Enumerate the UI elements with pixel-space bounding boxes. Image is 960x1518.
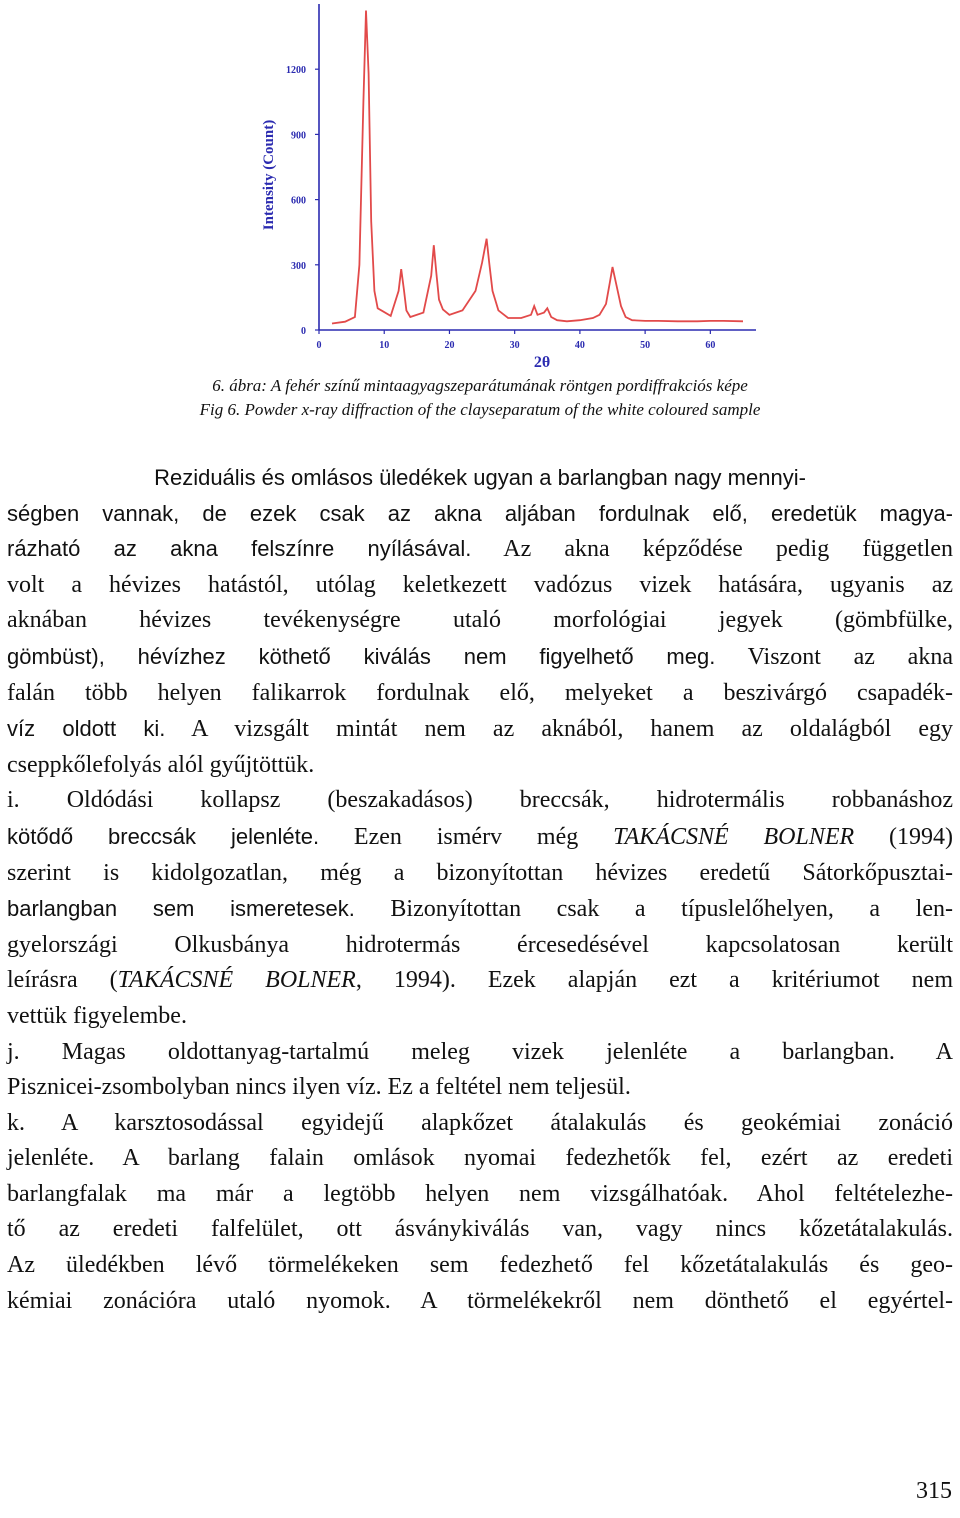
x-tick-label: 0 bbox=[316, 340, 322, 351]
text-line: j. Magas oldottanyag-tartalmú meleg vizek jelenléte a barlangban. A bbox=[7, 1038, 953, 1065]
figure-caption-english: Fig 6. Powder x-ray diffraction of the clayseparatum of the white coloured sample bbox=[199, 400, 761, 419]
text-run: gömbüst), hévízhez köthető kiválás nem figyelhető meg. bbox=[7, 643, 716, 669]
text-line bbox=[7, 711, 953, 748]
text-run: Ezek alapján ezt a kritériumot nem bbox=[455, 967, 953, 994]
x-tick-label: 60 bbox=[705, 340, 716, 351]
text-run: kötődő breccsák jelenléte. bbox=[7, 823, 320, 849]
diffraction-line bbox=[332, 11, 743, 324]
figure-caption-hungarian: 6. ábra: A fehér színű mintaagyagszeparátumának röntgen pordiffrakciós képe bbox=[212, 376, 748, 395]
paragraph-criterion-k bbox=[7, 1106, 953, 1320]
body-text bbox=[7, 460, 953, 1319]
text-line bbox=[7, 639, 953, 676]
x-tick-label: 50 bbox=[640, 340, 651, 351]
text-line: gyelországi Olkusbánya hidrotermás ércesedésével kapcsolatosan került bbox=[7, 931, 953, 958]
y-tick-label: 0 bbox=[301, 326, 306, 337]
text-line: vettük figyelembe. bbox=[7, 1002, 187, 1029]
y-axis-ticks bbox=[286, 65, 319, 337]
x-tick-label: 40 bbox=[574, 340, 585, 351]
x-tick-label: 10 bbox=[379, 340, 390, 351]
text-run: Viszont az akna bbox=[715, 643, 953, 670]
text-line: barlangfalak ma már a legtöbb helyen nem vizsgálhatóak. Ahol feltételezhe- bbox=[7, 1180, 953, 1207]
author-reference: TAKÁCSNÉ BOLNER bbox=[117, 967, 356, 994]
text-line: tő az eredeti falfelület, ott ásványkiválás van, vagy nincs kőzetátalakulás. bbox=[7, 1216, 953, 1243]
y-axis-label: Intensity (Count) bbox=[261, 119, 277, 231]
text-line: Reziduális és omlásos üledékek ugyan a barlangban nagy mennyi- bbox=[154, 465, 806, 490]
text-run: Bizonyítottan csak a típuslelőhelyen, a len- bbox=[354, 896, 953, 923]
paragraph-residual-sediments bbox=[7, 460, 953, 783]
text-run: leírásra ( bbox=[7, 967, 118, 994]
text-line: i. Oldódási kollapsz (beszakadásos) breccsák, hidrotermális robbanáshoz bbox=[7, 787, 953, 814]
text-line: szerint is kidolgozatlan, még a bizonyítottan hévizes eredetű Sátorkőpusztai- bbox=[7, 859, 953, 886]
text-run: (1994) bbox=[854, 823, 954, 850]
x-tick-label: 20 bbox=[444, 340, 455, 351]
text-line: kémiai zonációra utaló nyomok. A törmelékekről nem dönthető el egyértel- bbox=[7, 1287, 953, 1314]
y-tick-label: 900 bbox=[291, 130, 306, 142]
text-line: cseppkőlefolyás alól gyűjtöttük. bbox=[7, 751, 315, 778]
text-run: , 1994). bbox=[355, 967, 456, 994]
text-line: Az üledékben lévő törmelékeken sem fedezhető fel kőzetátalakulás és geo- bbox=[7, 1252, 953, 1279]
text-line bbox=[7, 963, 953, 999]
paragraph-criterion-i bbox=[7, 783, 953, 1034]
y-tick-label: 300 bbox=[291, 260, 306, 272]
page-number: 315 bbox=[916, 1478, 952, 1504]
text-run: Az akna képződése pedig független bbox=[471, 536, 953, 563]
text-line: aknában hévizes tevékenységre utaló morfológiai jegyek (gömbfülke, bbox=[7, 607, 953, 634]
text-run: víz oldott ki. bbox=[7, 716, 166, 742]
text-run: rázható az akna felszínre nyílásával. bbox=[7, 536, 472, 562]
text-line: jelenléte. A barlang falain omlások nyomai fedezhetők fel, ezért az eredeti bbox=[7, 1145, 953, 1172]
paragraph-criterion-j bbox=[7, 1035, 953, 1106]
y-tick-label: 600 bbox=[291, 195, 306, 207]
text-run: A vizsgált mintát nem az aknából, hanem az oldalágból egy bbox=[165, 716, 954, 743]
text-line: falán több helyen falikarrok fordulnak elő, melyeket a beszivárgó csapadék- bbox=[7, 679, 953, 706]
text-line bbox=[7, 819, 953, 856]
text-line: volt a hévizes hatástól, utólag keletkezett vadózus vizek hatására, ugyanis az bbox=[7, 571, 953, 598]
x-axis-label: 2θ bbox=[533, 354, 551, 371]
text-run: Ezen ismérv még bbox=[319, 823, 614, 850]
author-reference: TAKÁCSNÉ BOLNER bbox=[613, 823, 855, 850]
x-axis-ticks bbox=[317, 330, 716, 351]
text-line bbox=[7, 891, 953, 928]
text-line: Pisznicei-zsombolyban nincs ilyen víz. Ez a feltétel nem teljesül. bbox=[7, 1074, 631, 1101]
text-line: k. A karsztosodással egyidejű alapkőzet átalakulás és geokémiai zonáció bbox=[7, 1109, 953, 1136]
text-run: barlangban sem ismeretesek. bbox=[7, 896, 355, 922]
x-tick-label: 30 bbox=[509, 340, 520, 351]
y-tick-label: 1200 bbox=[286, 65, 306, 77]
text-line: ségben vannak, de ezek csak az akna aljában fordulnak elő, eredetük magya- bbox=[7, 500, 953, 526]
xrd-chart bbox=[240, 0, 780, 372]
text-line bbox=[7, 531, 953, 568]
